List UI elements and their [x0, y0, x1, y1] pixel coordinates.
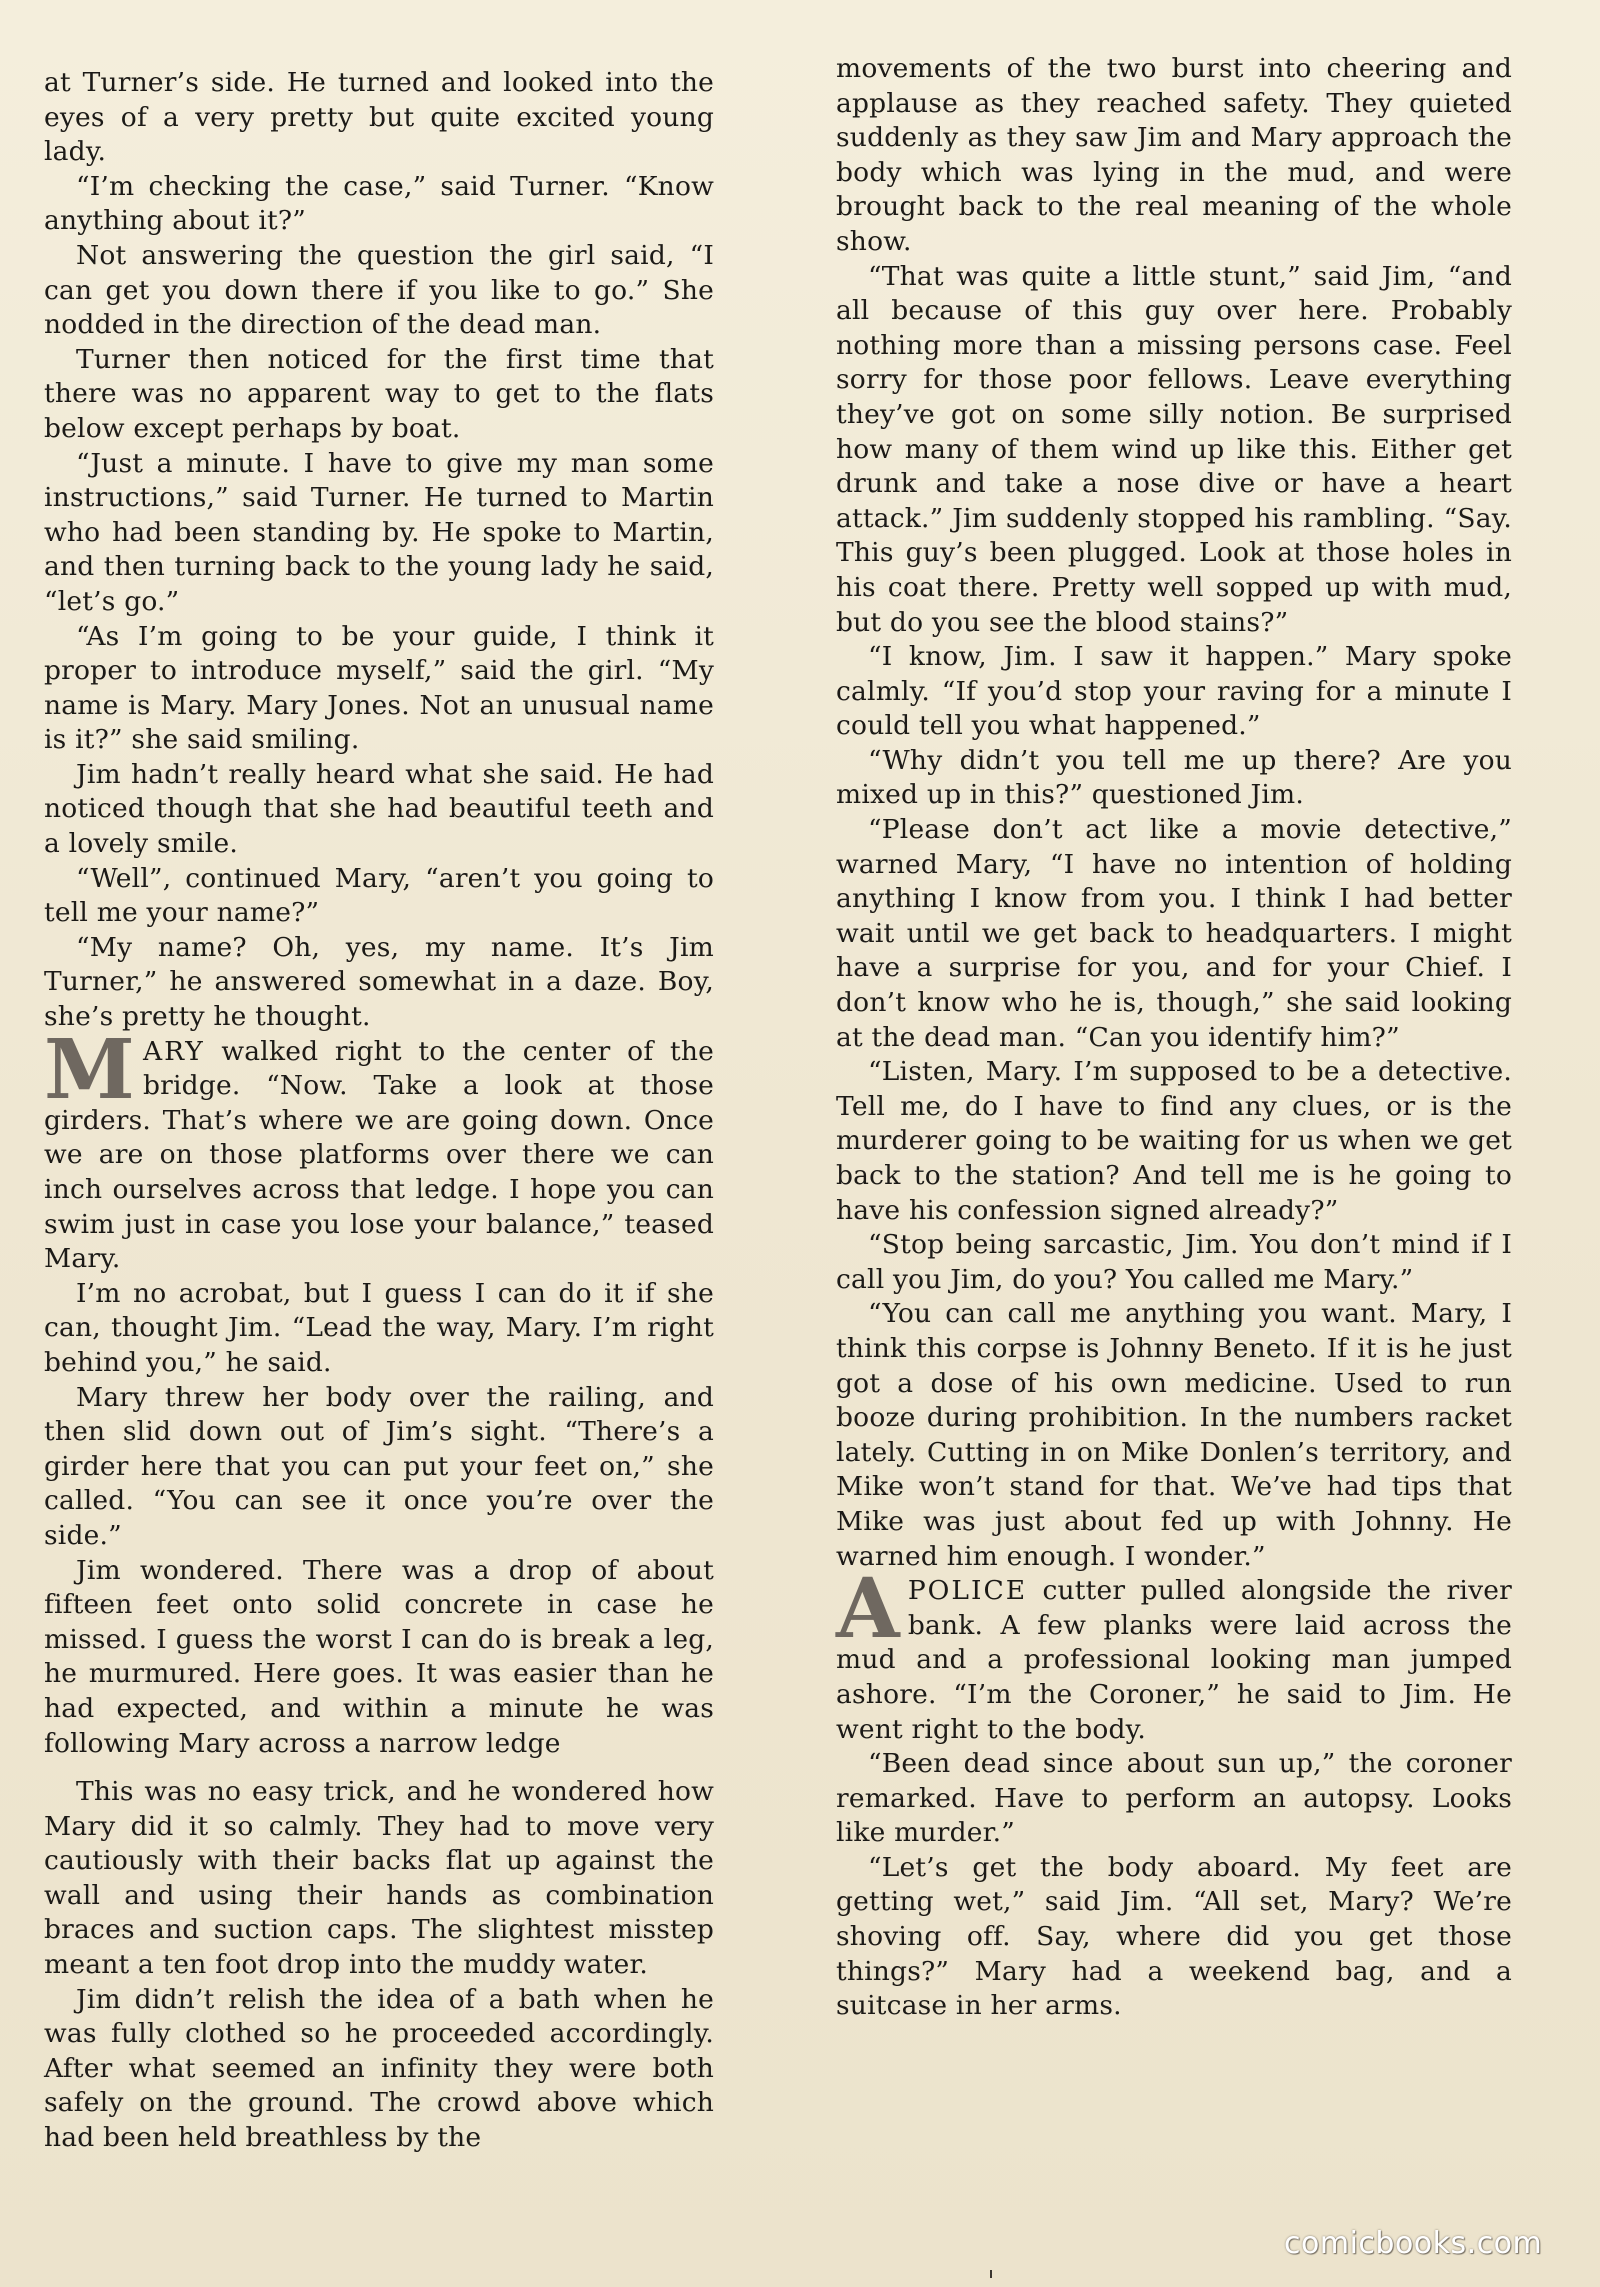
drop-cap: A — [836, 1561, 900, 1658]
left-column — [44, 66, 714, 2156]
paragraph: Jim wondered. There was a drop of about fifteen feet onto solid concrete in case he missed. I guess the worst I can do is break a leg, he murmured. Here goes. It was easier than he had expected, and within a minute he was following Mary across a narrow ledge — [44, 1554, 714, 1759]
paragraph: “I’m checking the case,” said Turner. “Know anything about it?” — [44, 170, 714, 237]
paragraph: “You can call me anything you want. Mary, I think this corpse is Johnny Beneto. If it is he just got a dose of his own medicine. Used to run booze during prohibition. In the numbers racket lately. Cutting in on Mike Donlen’s territory, and Mike won’t stand for that. We’ve had tips that Mike was just about fed up with Johnny. He warned him enough. I wonder.” — [836, 1298, 1512, 1572]
paragraph-text: cutter pulled alongside the river bank. A few planks were laid across the mud and a professional looking man jumped ashore. “I’m the Coroner,” he said to Jim. He went right to the body. — [836, 1575, 1512, 1745]
paragraph: This was no easy trick, and he wondered how Mary did it so calmly. They had to move very cautiously with their backs flat up against the wall and using their hands as combination braces and suction caps. The slightest misstep meant a ten foot drop into the muddy water. — [44, 1776, 714, 1981]
paragraph: “Please don’t act like a movie detective,” warned Mary, “I have no intention of holding anything I know from you. I think I had better wait until we get back to headquarters. I might have a surprise for you, and for your Chief. I don’t know who he is, though,” she said looking at the dead man. “Can you identify him?” — [836, 814, 1512, 1053]
paragraph: “Been dead since about sun up,” the coroner remarked. Have to perform an autopsy. Looks like murder.” — [836, 1748, 1512, 1849]
section-opening-paragraph — [836, 1561, 1512, 1747]
paragraph: “Let’s get the body aboard. My feet are getting wet,” said Jim. “All set, Mary? We’re shoving off. Say, where did you get those things?” Mary had a weekend bag, and a suitcase in her arms. — [836, 1851, 1512, 2022]
paragraph: “That was quite a little stunt,” said Jim, “and all because of this guy over here. Probably nothing more than a missing persons case. Feel sorry for those poor fellows. Leave everything they’ve got on some silly notion. Be surprised how many of them wind up like this. Either get drunk and take a nose dive or have a heart attack.” Jim suddenly stopped his rambling. “Say. This guy’s been plugged. Look at those holes in his coat there. Pretty well sopped up with mud, but do you see the blood stains?” — [836, 260, 1512, 638]
paragraph: at Turner’s side. He turned and looked into the eyes of a very pretty but quite excited young lady. — [44, 67, 714, 168]
lead-in-caps: POLICE — [907, 1575, 1028, 1607]
lead-in-caps: ARY — [142, 1035, 205, 1067]
paragraph: “My name? Oh, yes, my name. It’s Jim Turner,” he answered somewhat in a daze. Boy, she’s pretty he thought. — [44, 931, 714, 1033]
paragraph: “I know, Jim. I saw it happen.” Mary spoke calmly. “If you’d stop your raving for a minute I could tell you what happened.” — [836, 641, 1512, 742]
watermark: comicbooks.com — [1284, 2226, 1543, 2261]
paragraph-text: walked right to the center of the bridge. “Now. Take a look at those girders. That’s where we are going down. Once we are on those platforms over there we can inch ourselves across that ledge. I hope you can swim just in case you lose your balance,” teased Mary. — [44, 1035, 714, 1275]
right-column — [836, 52, 1512, 2024]
paragraph: “Well”, continued Mary, “aren’t you going to tell me your name?” — [44, 862, 714, 929]
paragraph: I’m no acrobat, but I guess I can do it if she can, thought Jim. “Lead the way, Mary. I’m right behind you,” he said. — [44, 1277, 714, 1378]
paragraph: “Why didn’t you tell me up there? Are you mixed up in this?” questioned Jim. — [836, 744, 1512, 811]
paragraph: Jim hadn’t really heard what she said. He had noticed though that she had beautiful teeth and a lovely smile. — [44, 758, 714, 860]
paragraph: Jim didn’t relish the idea of a bath when he was fully clothed so he proceeded accordingly. After what seemed an infinity they were both safely on the ground. The crowd above which had been held breathless by the — [44, 1983, 714, 2154]
paragraph: Not answering the question the girl said, “I can get you down there if you like to go.” She nodded in the direction of the dead man. — [44, 239, 714, 341]
paragraph: “Listen, Mary. I’m supposed to be a detective. Tell me, do I have to find any clues, or is the murderer going to be waiting for us when we get back to the station? And tell me is he going to have his confession signed already?” — [836, 1056, 1512, 1226]
paragraph: “Stop being sarcastic, Jim. You don’t mind if I call you Jim, do you? You called me Mary.” — [836, 1229, 1512, 1295]
paragraph: movements of the two burst into cheering and applause as they reached safety. They quieted suddenly as they saw Jim and Mary approach the body which was lying in the mud, and were brought back to the real meaning of the whole show. — [836, 53, 1512, 257]
paragraph: “As I’m going to be your guide, I think it proper to introduce myself,” said the girl. “My name is Mary. Mary Jones. Not an unusual name is it?” she said smiling. — [44, 620, 714, 756]
paragraph: Mary threw her body over the railing, and then slid down out of Jim’s sight. “There’s a girder here that you can put your feet on,” she called. “You can see it once you’re over the side.” — [44, 1381, 714, 1551]
drop-cap: M — [44, 1021, 135, 1118]
paragraph: Turner then noticed for the first time that there was no apparent way to get to the flats below except perhaps by boat. — [44, 343, 714, 444]
section-opening-paragraph — [44, 1021, 714, 1277]
paragraph: “Just a minute. I have to give my man some instructions,” said Turner. He turned to Martin who had been standing by. He spoke to Martin, and then turning back to the young lady he said, “let’s go.” — [44, 447, 714, 617]
page-tick-mark — [990, 2270, 992, 2278]
